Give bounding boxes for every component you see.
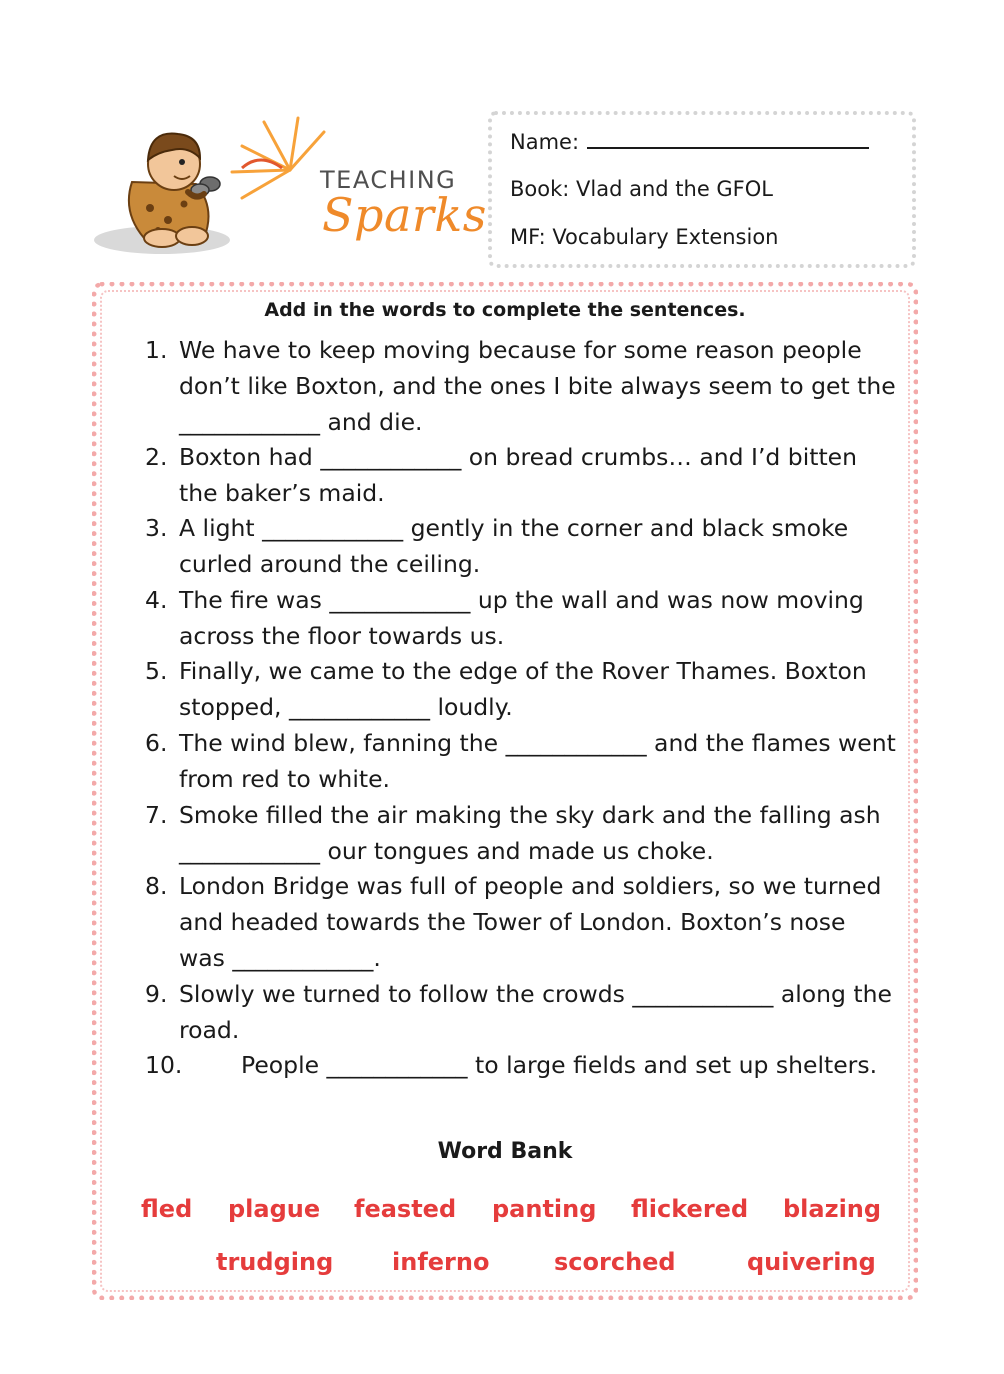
question-text: London Bridge was full of people and soldiers, so we turned and headed towards the Tower of London. Boxton’s nose was ____________. — [179, 872, 882, 972]
question-number: 4. — [145, 586, 168, 614]
question-number: 3. — [145, 514, 168, 542]
word-bank-item: flickered — [631, 1195, 749, 1223]
question-text: The wind blew, fanning the ____________ and the flames went from red to white. — [179, 729, 896, 793]
mf-label: MF: Vocabulary Extension — [510, 225, 779, 249]
student-info-box — [488, 111, 916, 268]
word-bank-title: Word Bank — [437, 1139, 573, 1164]
question-number: 7. — [145, 801, 168, 829]
question-number: 2. — [145, 443, 168, 471]
question-text: Boxton had ____________ on bread crumbs… and I’d bitten the baker’s maid. — [179, 443, 858, 507]
question-item — [145, 439, 897, 511]
question-item — [145, 725, 897, 797]
word-bank-item: inferno — [392, 1248, 490, 1276]
question-text: People ____________ to large fields and set up shelters. — [241, 1051, 878, 1079]
question-number: 6. — [145, 729, 168, 757]
word-bank-item: quivering — [747, 1248, 876, 1276]
name-blank-line[interactable] — [587, 129, 869, 149]
question-text: The fire was ____________ up the wall and was now moving across the floor towards us. — [179, 586, 864, 650]
instruction-heading: Add in the words to complete the sentences. — [264, 299, 746, 321]
word-bank-item: blazing — [783, 1195, 882, 1223]
question-text: Finally, we came to the edge of the Rover Thames. Boxton stopped, ____________ loudly. — [179, 657, 867, 721]
question-number: 9. — [145, 980, 168, 1008]
teaching-sparks-logo — [92, 112, 487, 264]
question-text: We have to keep moving because for some reason people don’t like Boxton, and the ones I bite always seem to get the ____________ and die. — [179, 336, 896, 436]
word-bank-item: fled — [141, 1195, 193, 1223]
name-row — [510, 129, 869, 154]
word-bank-item: feasted — [354, 1195, 457, 1223]
question-text: A light ____________ gently in the corner and black smoke curled around the ceiling. — [179, 514, 849, 578]
question-number: 10. — [145, 1051, 183, 1079]
logo-sparks-text: Sparks — [322, 188, 487, 242]
logo-teaching-text: TEACHING — [320, 166, 457, 194]
question-number: 5. — [145, 657, 168, 685]
word-bank-item: trudging — [216, 1248, 334, 1276]
question-item — [145, 976, 897, 1048]
question-text: Smoke filled the air making the sky dark and the falling ash ____________ our tongues and made us choke. — [179, 801, 881, 865]
book-title: Book: Vlad and the GFOL — [510, 177, 773, 201]
question-item — [145, 868, 897, 976]
question-item — [145, 797, 897, 869]
question-number: 8. — [145, 872, 168, 900]
word-bank-item: scorched — [554, 1248, 676, 1276]
caveman-mascot-icon — [92, 112, 332, 264]
question-item — [145, 1047, 897, 1083]
question-text: Slowly we turned to follow the crowds ____________ along the road. — [179, 980, 892, 1044]
question-item — [145, 332, 897, 440]
worksheet-panel — [92, 282, 918, 1300]
word-bank-item: panting — [492, 1195, 597, 1223]
question-item — [145, 510, 897, 582]
name-label: Name: — [510, 130, 580, 154]
question-item — [145, 653, 897, 725]
question-item — [145, 582, 897, 654]
word-bank-item: plague — [228, 1195, 321, 1223]
question-number: 1. — [145, 336, 168, 364]
